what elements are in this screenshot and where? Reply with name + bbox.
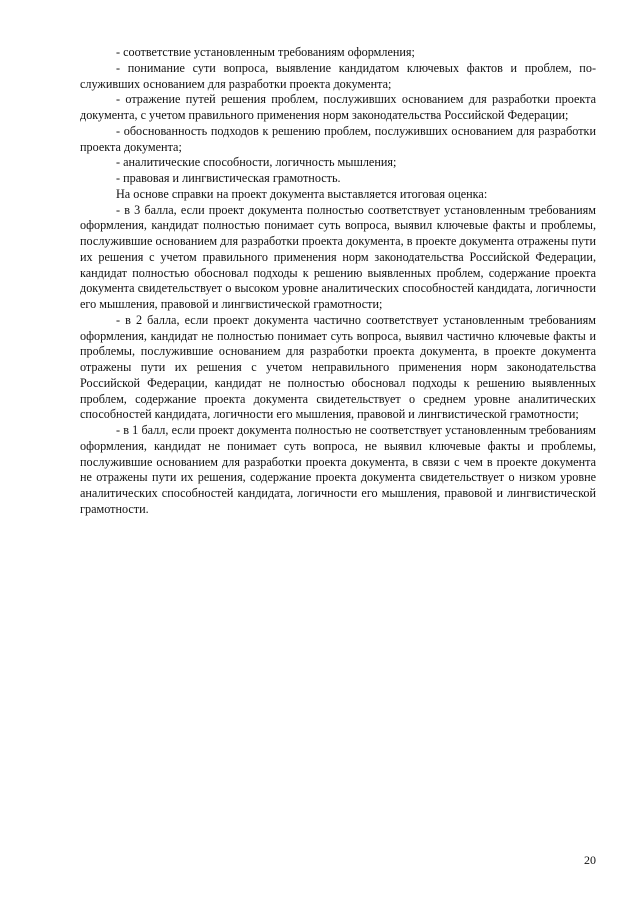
criterion-justification: - обоснованность подходов к решению проблем, послуживших основанием для разработки проекта документа; [80, 123, 596, 154]
criterion-understanding: - понимание сути вопроса, выявление кандидатом ключевых фактов и проблем, послуживших основанием для разработки проекта документа; [80, 60, 596, 91]
criterion-analytics: - аналитические способности, логичность мышления; [116, 155, 397, 170]
criterion-solutions: - отражение путей решения проблем, послуживших основанием для разработки проекта документа, с учетом правильного применения норм законодательства Российской Федерации; [80, 92, 596, 122]
final-grade-intro: На основе справки на проект документа выставляется итоговая оценка: [116, 186, 488, 201]
grade-1-point: - в 1 балл, если проект документа полностью не соответствует установленным требованиям оформления, кандидат не понимает суть вопроса, не выявил ключевые факты и проблемы, послужившие основанием для разработки проекта документа, в связи с чем в проекте документа не отражены пути их решения, содержание проекта документа свидетельствует о низком уровне аналитических способностей кандидата, логичности его мышления, правовой и лингвистической грамотности. [80, 423, 596, 516]
page-number: 20 [584, 853, 596, 867]
criterion-formatting: - соответствие установленным требованиям оформления; [116, 45, 415, 59]
criterion-literacy: - правовая и лингвистическая грамотность. [116, 171, 341, 185]
grade-2-points: - в 2 балла, если проект документа частично соответствует установленным требованиям оформления, кандидат не полностью понимает суть вопроса, выявил частично ключевые факты и проблемы, послужившие основанием для разработки проекта документа, в проекте документа отражены пути их решения с учетом неправильного применения норм законодательства Российской Федерации, кандидат не полностью обосновал подходы к решению выявленных проблем, содержание проекта документа свидетельствует о среднем уровне аналитических способностей кандидата, логичности его мышления, правовой и лингвистической грамотности; [80, 312, 596, 422]
document-body [80, 45, 596, 518]
grade-3-points: - в 3 балла, если проект документа полностью соответствует установленным требованиям оформления, кандидат полностью понимает суть вопроса, выявил ключевые факты и проблемы, послужившие основанием для разработки проекта документа, в проекте документа отражены пути их решения с учетом правильного применения норм законодательства Российской Федерации, кандидат полностью обосновал подходы к решению выявленных проблем, содержание проекта документа свидетельствует о высоком уровне аналитических способностей кандидата, логичности его мышления, правовой и лингвистической грамотности; [80, 202, 596, 311]
